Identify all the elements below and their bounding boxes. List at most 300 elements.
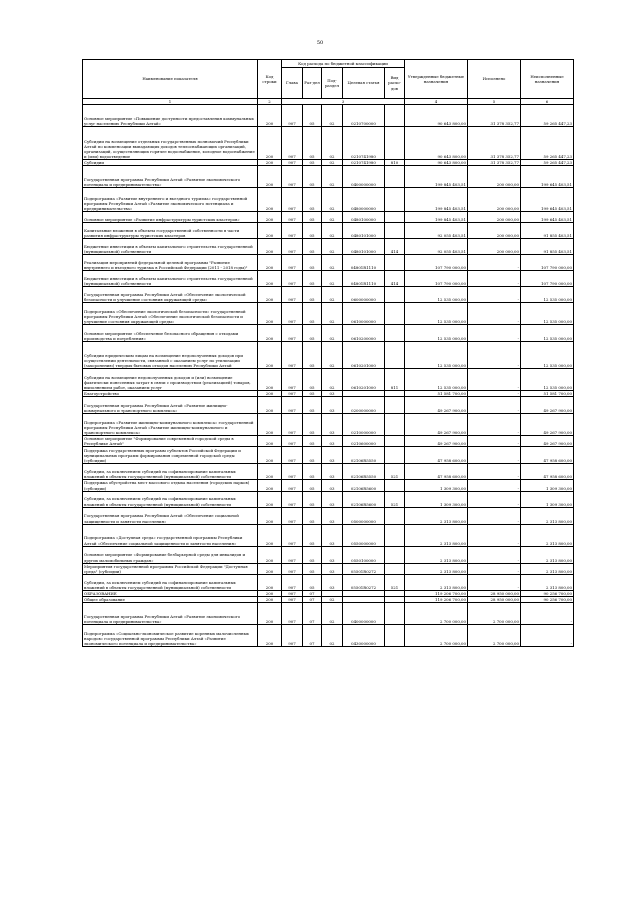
row-target: 0210600000 (343, 436, 385, 447)
row-name: Государственная программа Республики Алтай «Обеспечение социальной защищенности и занятости населения» (83, 507, 258, 524)
row-target: 0610000000 (343, 303, 385, 325)
row-chapter: 907 (282, 491, 303, 507)
row-subsection: 02 (322, 239, 343, 255)
row-executed: 200 000,00 (468, 223, 521, 239)
row-approved: 90 643 800,00 (405, 127, 468, 160)
row-approved: 12 535 000,00 (405, 303, 468, 325)
row-name: Благоустройство (83, 391, 258, 397)
table-row (83, 255, 574, 271)
row-unexecuted: 2 313 800,00 (521, 507, 574, 524)
row-target: 02106R5600 (343, 491, 385, 507)
row-unexecuted: 12 535 000,00 (521, 287, 574, 303)
row-subsection: 03 (322, 436, 343, 447)
row-name: Основное мероприятие «Развитие инфраструктуры туристских кластеров» (83, 212, 258, 223)
row-approved: 51 581 700,00 (405, 391, 468, 397)
row-section: 05 (303, 271, 322, 287)
col-header-type: Вид расхо-дов (385, 68, 405, 99)
row-target: 0430000000 (343, 625, 385, 647)
row-type (385, 563, 405, 574)
row-code: 200 (258, 303, 282, 325)
row-section: 07 (303, 596, 322, 602)
col-number: 3 (282, 99, 405, 105)
row-chapter: 907 (282, 160, 303, 166)
row-code: 200 (258, 127, 282, 160)
row-chapter: 907 (282, 414, 303, 436)
row-unexecuted: 199 645 403,51 (521, 212, 574, 223)
table-row (83, 436, 574, 447)
row-approved: 12 535 000,00 (405, 369, 468, 391)
row-executed: - (468, 574, 521, 590)
row-target: 0480101000 (343, 223, 385, 239)
row-subsection: 02 (322, 596, 343, 602)
row-type (385, 342, 405, 369)
row-code: 200 (258, 160, 282, 166)
row-type (385, 255, 405, 271)
row-target: 0210741980 (343, 127, 385, 160)
row-name: Реализация мероприятий федеральной целевой программы "Развитие внутреннего и въездного туризма в Российской Федерации (2011 - 2018 годы)" (83, 255, 258, 271)
table-row (83, 414, 574, 436)
row-unexecuted: 1 309 300,00 (521, 491, 574, 507)
row-subsection: 02 (322, 255, 343, 271)
row-chapter: 907 (282, 507, 303, 524)
row-name: Субсидии, за исключением субсидий на софинансирование капитальных вложений в объекты государственной (муниципальной) собственности (83, 464, 258, 480)
table-row (83, 223, 574, 239)
table-row (83, 369, 574, 391)
col-header-unexecuted: Неисполненные назначения (521, 60, 574, 99)
row-code: 200 (258, 436, 282, 447)
row-name: Субсидии юридическим лицам на возмещение недополученных доходов при осуществлении деятельности, связанной с оказанием услуг по утилизации (захоронению) твердых бытовых отходов населению Республики Алтай (83, 342, 258, 369)
col-number: 2 (258, 99, 282, 105)
row-approved: 199 845 403,51 (405, 212, 468, 223)
row-approved: 47 958 600,00 (405, 447, 468, 464)
row-section: 05 (303, 303, 322, 325)
table-row (83, 625, 574, 647)
row-subsection: 02 (322, 166, 343, 188)
row-executed: 31 378 352,77 (468, 127, 521, 160)
row-approved: 119 206 700,00 (405, 590, 468, 596)
row-target: 05501R0272 (343, 574, 385, 590)
row-unexecuted: 59 265 447,23 (521, 160, 574, 166)
row-target: 05501R0272 (343, 563, 385, 574)
row-chapter: 907 (282, 590, 303, 596)
row-unexecuted: 90 256 700,00 (521, 590, 574, 596)
table-row (83, 188, 574, 212)
row-executed: 200 000,00 (468, 188, 521, 212)
row-subsection: 02 (322, 188, 343, 212)
row-target: 0610201000 (343, 342, 385, 369)
row-code: 200 (258, 212, 282, 223)
row-target: 0400000000 (343, 166, 385, 188)
row-type (385, 546, 405, 563)
row-type (385, 105, 405, 127)
row-subsection: 02 (322, 105, 343, 127)
row-executed: - (468, 464, 521, 480)
row-executed: 200 000,00 (468, 212, 521, 223)
row-approved: 2 313 800,00 (405, 546, 468, 563)
row-name: Подпрограмма «Доступная среда» государственной программы Республики Алтай «Обеспечение социальной защищенности и занятости населения» (83, 524, 258, 546)
row-unexecuted: - (521, 603, 574, 625)
row-subsection: 03 (322, 397, 343, 414)
row-code: 200 (258, 397, 282, 414)
row-approved: 199 845 403,51 (405, 166, 468, 188)
row-approved: 199 845 403,51 (405, 188, 468, 212)
row-unexecuted: 1 309 300,00 (521, 480, 574, 491)
row-section: 07 (303, 590, 322, 596)
row-subsection: 03 (322, 447, 343, 464)
row-unexecuted: 107 790 000,00 (521, 255, 574, 271)
row-type (385, 436, 405, 447)
row-unexecuted: 51 581 700,00 (521, 391, 574, 397)
row-type (385, 223, 405, 239)
row-name: Основное мероприятие «Формирование безбарьерной среды для инвалидов и других маломобильных граждан» (83, 546, 258, 563)
row-executed: 200 000,00 (468, 166, 521, 188)
row-chapter: 907 (282, 325, 303, 342)
row-unexecuted: 49 267 900,00 (521, 414, 574, 436)
col-number: 1 (83, 99, 258, 105)
row-code: 200 (258, 590, 282, 596)
row-target: 0210000000 (343, 414, 385, 436)
row-type (385, 325, 405, 342)
row-type: 414 (385, 271, 405, 287)
col-header-subsection: Под-раздел (322, 68, 343, 99)
row-approved: 12 535 000,00 (405, 325, 468, 342)
row-target: 0610201000 (343, 369, 385, 391)
row-name: Субсидии на возмещение отдельных государственных полномочий Республики Алтай по компенсации выпадающих доходов теплоснабжающих организаций, организаций, осуществляющих горячее водоснабжение, холодное водоснабжение и (или) водоотведение (83, 127, 258, 160)
row-code: 200 (258, 369, 282, 391)
row-chapter: 907 (282, 287, 303, 303)
row-type (385, 303, 405, 325)
row-section: 05 (303, 480, 322, 491)
row-code: 200 (258, 480, 282, 491)
row-target: 0610200000 (343, 325, 385, 342)
row-subsection: 03 (322, 480, 343, 491)
row-code: 200 (258, 325, 282, 342)
row-name: Подпрограмма «Обеспечение экологической безопасности» государственной программы Республики Алтай «Обеспечение экологической безопасности и улучшение состояния окружающей среды» (83, 303, 258, 325)
row-subsection: 02 (322, 212, 343, 223)
row-unexecuted: 59 265 447,23 (521, 127, 574, 160)
row-executed: - (468, 397, 521, 414)
row-subsection: 03 (322, 563, 343, 574)
row-subsection: 03 (322, 546, 343, 563)
row-type: 414 (385, 239, 405, 255)
page-number: 50 (316, 40, 324, 46)
row-approved: 1 309 300,00 (405, 480, 468, 491)
row-approved: 12 535 000,00 (405, 342, 468, 369)
row-chapter: 907 (282, 391, 303, 397)
row-chapter: 907 (282, 563, 303, 574)
col-header-code: Код строки (258, 60, 282, 99)
row-section: 05 (303, 397, 322, 414)
row-code: 200 (258, 524, 282, 546)
col-header-target: Целевая статья (343, 68, 385, 99)
row-subsection: 02 (322, 271, 343, 287)
row-code: 200 (258, 491, 282, 507)
table-row (83, 212, 574, 223)
row-code: 200 (258, 596, 282, 602)
row-name: Поддержка государственных программ субъектов Российской Федерации и муниципальных программ формирования современной городской среды (субсидии) (83, 447, 258, 464)
row-chapter: 907 (282, 480, 303, 491)
table-row (83, 464, 574, 480)
row-type (385, 603, 405, 625)
row-approved: 2 700 000,00 (405, 603, 468, 625)
row-subsection: 02 (322, 325, 343, 342)
row-type (385, 212, 405, 223)
row-section: 05 (303, 287, 322, 303)
row-executed: 28 950 000,00 (468, 590, 521, 596)
row-section: 05 (303, 436, 322, 447)
row-code: 200 (258, 271, 282, 287)
table-row (83, 105, 574, 127)
row-subsection: 02 (322, 287, 343, 303)
row-chapter: 907 (282, 464, 303, 480)
row-type (385, 414, 405, 436)
table-row (83, 447, 574, 464)
row-executed: - (468, 436, 521, 447)
row-target: 0480000000 (343, 188, 385, 212)
row-target: 0550100000 (343, 546, 385, 563)
row-subsection: 02 (322, 625, 343, 647)
row-subsection: 02 (322, 369, 343, 391)
row-subsection: 03 (322, 574, 343, 590)
row-approved: 119 206 700,00 (405, 596, 468, 602)
row-type (385, 188, 405, 212)
row-executed: 28 950 000,00 (468, 596, 521, 602)
row-name: Государственная программа Республики Алтай «Развитие экономического потенциала и предпринимательства» (83, 166, 258, 188)
row-unexecuted: 59 265 447,23 (521, 105, 574, 127)
row-type: 521 (385, 464, 405, 480)
table-row (83, 563, 574, 574)
table-row (83, 603, 574, 625)
col-header-executed: Исполнено (468, 60, 521, 99)
row-name: Субсидии (83, 160, 258, 166)
table-row (83, 397, 574, 414)
row-subsection: 03 (322, 391, 343, 397)
row-name: ОБРАЗОВАНИЕ (83, 590, 258, 596)
row-code: 200 (258, 563, 282, 574)
row-chapter: 907 (282, 436, 303, 447)
row-code: 200 (258, 391, 282, 397)
row-name: Субсидии, за исключением субсидий на софинансирование капитальных вложений в объекты государственной (муниципальной) собственности (83, 574, 258, 590)
row-section: 05 (303, 342, 322, 369)
row-code: 200 (258, 625, 282, 647)
row-executed: - (468, 546, 521, 563)
row-executed: 31 378 352,77 (468, 160, 521, 166)
row-unexecuted: 107 790 000,00 (521, 271, 574, 287)
row-chapter: 907 (282, 127, 303, 160)
row-approved: 1 309 300,00 (405, 491, 468, 507)
row-section: 05 (303, 414, 322, 436)
row-code: 200 (258, 166, 282, 188)
row-chapter: 907 (282, 188, 303, 212)
row-type: 521 (385, 574, 405, 590)
row-type: 521 (385, 491, 405, 507)
row-code: 200 (258, 105, 282, 127)
row-unexecuted: 199 645 403,51 (521, 188, 574, 212)
row-chapter: 907 (282, 625, 303, 647)
row-section: 05 (303, 546, 322, 563)
row-unexecuted: 2 313 800,00 (521, 546, 574, 563)
row-chapter: 907 (282, 546, 303, 563)
row-approved: 49 267 900,00 (405, 436, 468, 447)
row-approved: 90 643 800,00 (405, 105, 468, 127)
row-subsection: 02 (322, 603, 343, 625)
row-executed: - (468, 271, 521, 287)
row-unexecuted: 199 645 403,51 (521, 166, 574, 188)
row-code: 200 (258, 239, 282, 255)
row-target: 0480101000 (343, 239, 385, 255)
row-subsection: 03 (322, 507, 343, 524)
row-approved: 2 313 800,00 (405, 524, 468, 546)
row-type: 811 (385, 369, 405, 391)
row-subsection: 03 (322, 491, 343, 507)
row-section: 05 (303, 212, 322, 223)
row-name: Основное мероприятие «Повышение доступности предоставления коммунальных услуг населению Республики Алтай» (83, 105, 258, 127)
row-section: 05 (303, 188, 322, 212)
row-unexecuted: 2 313 800,00 (521, 574, 574, 590)
row-name: Подпрограмма «Развитие жилищно-коммунального комплекса» государственной программы Республики Алтай «Развитие жилищно-коммунального и транспортного комплекса» (83, 414, 258, 436)
row-subsection: 02 (322, 303, 343, 325)
row-approved: 90 643 800,00 (405, 160, 468, 166)
row-type (385, 507, 405, 524)
row-executed: - (468, 369, 521, 391)
row-target: 02106R5600 (343, 480, 385, 491)
row-name: Государственная программа Республики Алтай «Развитие экономического потенциала и предпринимательства» (83, 603, 258, 625)
row-code: 200 (258, 223, 282, 239)
row-subsection: 03 (322, 524, 343, 546)
row-target: 0200000000 (343, 397, 385, 414)
row-type: 810 (385, 160, 405, 166)
row-unexecuted: 2 313 800,00 (521, 563, 574, 574)
row-target: 04801R1110 (343, 271, 385, 287)
row-section: 05 (303, 127, 322, 160)
row-code: 200 (258, 574, 282, 590)
row-unexecuted: 47 958 600,00 (521, 447, 574, 464)
col-header-classification: Код расхода по бюджетной классификации (282, 60, 405, 68)
row-section: 05 (303, 574, 322, 590)
row-section: 05 (303, 524, 322, 546)
table-row (83, 546, 574, 563)
col-header-section: Раз-дел (303, 68, 322, 99)
row-target: 04801R1110 (343, 255, 385, 271)
row-name: Основное мероприятие «Обеспечение безопасного обращения с отходами производства и потребления» (83, 325, 258, 342)
row-unexecuted: 12 535 000,00 (521, 303, 574, 325)
row-section: 05 (303, 491, 322, 507)
row-chapter: 907 (282, 239, 303, 255)
table-row (83, 287, 574, 303)
row-code: 200 (258, 447, 282, 464)
row-target: 0210700000 (343, 105, 385, 127)
row-section: 05 (303, 255, 322, 271)
table-row (83, 303, 574, 325)
row-executed: - (468, 303, 521, 325)
row-target: 0400000000 (343, 603, 385, 625)
row-approved: 92 055 403,51 (405, 223, 468, 239)
col-header-approved: Утвержденные бюджетные назначения (405, 60, 468, 99)
row-chapter: 907 (282, 574, 303, 590)
row-section: 07 (303, 603, 322, 625)
row-unexecuted: 90 256 700,00 (521, 596, 574, 602)
row-approved: 2 700 000,00 (405, 625, 468, 647)
row-unexecuted: 12 535 000,00 (521, 325, 574, 342)
row-target: 0550000000 (343, 524, 385, 546)
col-number: 4 (405, 99, 468, 105)
row-chapter: 907 (282, 342, 303, 369)
row-unexecuted: 91 855 403,51 (521, 223, 574, 239)
row-type (385, 524, 405, 546)
row-target: 0600000000 (343, 287, 385, 303)
row-chapter: 907 (282, 223, 303, 239)
row-executed: 31 378 352,77 (468, 105, 521, 127)
row-approved: 47 958 600,00 (405, 464, 468, 480)
row-chapter: 907 (282, 212, 303, 223)
row-name: Общее образование (83, 596, 258, 602)
table-row (83, 507, 574, 524)
row-executed: - (468, 491, 521, 507)
row-name: Бюджетные инвестиции в объекты капитального строительства государственной (муниципальной) собственности (83, 239, 258, 255)
row-code: 200 (258, 342, 282, 369)
row-section: 05 (303, 369, 322, 391)
row-executed: - (468, 447, 521, 464)
row-target: 02106R5550 (343, 464, 385, 480)
budget-table (82, 59, 574, 647)
row-type (385, 127, 405, 160)
row-name: Поддержка обустройства мест массового отдыха населения (городских парков) (субсидии) (83, 480, 258, 491)
row-executed: - (468, 325, 521, 342)
row-target: 0210741980 (343, 160, 385, 166)
row-unexecuted: 49 267 900,00 (521, 397, 574, 414)
row-section: 05 (303, 223, 322, 239)
row-code: 200 (258, 188, 282, 212)
row-name: Подпрограмма «Развитие внутреннего и въездного туризма» государственной программы Республики Алтай «Развитие экономического потенциала и предпринимательства» (83, 188, 258, 212)
row-executed: - (468, 563, 521, 574)
row-subsection: 02 (322, 223, 343, 239)
row-section: 05 (303, 507, 322, 524)
table-row (83, 480, 574, 491)
row-chapter: 907 (282, 105, 303, 127)
row-approved: 107 790 000,00 (405, 255, 468, 271)
row-name: Капитальные вложения в объекты государственной собственности в части развития инфраструктуры туристских кластеров (83, 223, 258, 239)
row-section: 05 (303, 563, 322, 574)
row-executed: - (468, 414, 521, 436)
row-chapter: 907 (282, 369, 303, 391)
row-unexecuted: 49 267 900,00 (521, 436, 574, 447)
row-code: 200 (258, 507, 282, 524)
row-chapter: 907 (282, 603, 303, 625)
row-approved: 2 313 800,00 (405, 507, 468, 524)
row-executed: - (468, 507, 521, 524)
table-row (83, 166, 574, 188)
row-code: 200 (258, 603, 282, 625)
col-header-chapter: Глава (282, 68, 303, 99)
row-executed: - (468, 287, 521, 303)
row-section: 05 (303, 464, 322, 480)
row-unexecuted: 12 535 000,00 (521, 342, 574, 369)
row-type (385, 447, 405, 464)
row-section: 05 (303, 239, 322, 255)
row-name: Подпрограмма «Социально-экономическое развитие коренных малочисленных народов» государственной программы Республики Алтай «Развитие экономического потенциала и предпринимательства» (83, 625, 258, 647)
row-section: 07 (303, 625, 322, 647)
row-name: Государственная программа Республики Алтай «Обеспечение экологической безопасности и улучшение состояния окружающей среды» (83, 287, 258, 303)
col-number: 5 (468, 99, 521, 105)
row-subsection: 03 (322, 464, 343, 480)
row-name: Бюджетные инвестиции в объекты капитального строительства государственной (муниципальной) собственности (83, 271, 258, 287)
table-row (83, 491, 574, 507)
row-subsection: 02 (322, 127, 343, 160)
col-header-name: Наименование показателя (83, 60, 258, 99)
row-subsection: 03 (322, 414, 343, 436)
row-unexecuted: 2 313 800,00 (521, 524, 574, 546)
row-chapter: 907 (282, 524, 303, 546)
